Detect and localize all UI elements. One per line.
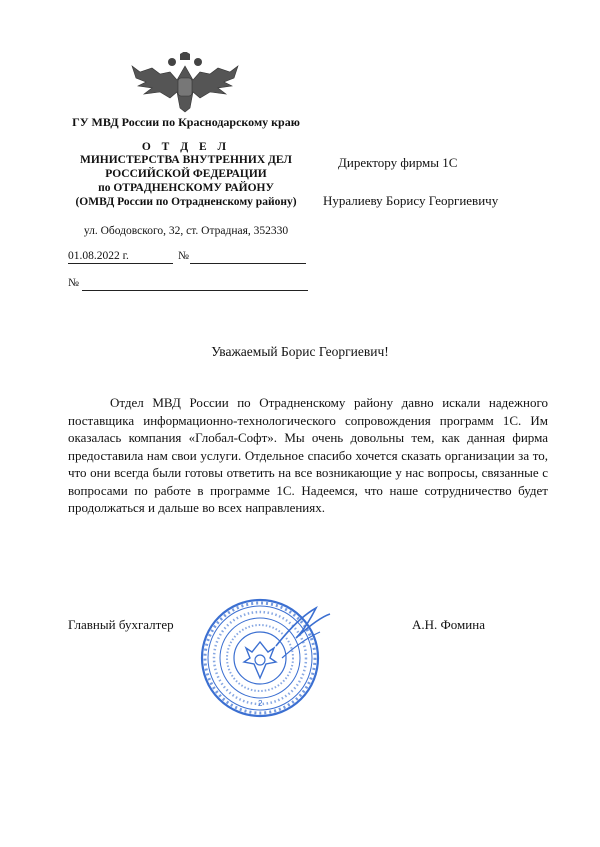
department-line-2: РОССИЙСКОЙ ФЕДЕРАЦИИ	[105, 168, 267, 180]
department-name	[56, 153, 316, 209]
department-line-1: МИНИСТЕРСТВА ВНУТРЕННИХ ДЕЛ	[79, 154, 293, 166]
date-number-line	[68, 250, 306, 264]
number-underline	[190, 263, 306, 264]
greeting: Уважаемый Борис Георгиевич!	[211, 344, 389, 359]
body-paragraph: Отдел МВД России по Отрадненскому району давно искали надежного поставщика информационно-технологического сопровождения программ 1С. Им оказалась компания «Глобал-Софт». Мы очень довольны тем, как данная фирма предоставила нам свои услуги. Отдельное спасибо хочется сказать организации за то, что они всегда были готовы ответить на все возникающие у нас вопросы, связанные с вопросами по работе в программе 1С. Надеемся, что наше сотрудничество будет продолжаться и дальше во всех направлениях.	[68, 395, 548, 515]
addressee-position: Директору фирмы 1С	[338, 155, 458, 170]
department-line-3: по ОТРАДНЕНСКОМУ РАЙОНУ	[98, 182, 274, 194]
number-sign: №	[178, 250, 189, 262]
reference-sign: №	[68, 277, 79, 289]
sender-address: ул. Ободовского, 32, ст. Отрадная, 352330	[83, 225, 289, 237]
date-underline	[68, 263, 173, 264]
double-headed-eagle-icon	[130, 52, 240, 114]
signatory-name: А.Н. Фомина	[412, 617, 485, 632]
signatory-title: Главный бухгалтер	[68, 617, 174, 632]
department-word: О Т Д Е Л	[141, 141, 231, 153]
ministry-line: ГУ МВД России по Краснодарскому краю	[72, 115, 300, 129]
reference-line	[68, 277, 308, 291]
round-seal-stamp-icon	[198, 588, 338, 723]
letter-body	[68, 394, 548, 517]
svg-text:2: 2	[258, 699, 263, 708]
department-line-4: (ОМВД России по Отрадненскому району)	[75, 196, 297, 208]
addressee-name: Нуралиеву Борису Георгиевичу	[323, 193, 499, 208]
letter-date: 01.08.2022 г.	[68, 250, 129, 262]
reference-underline	[82, 290, 308, 291]
